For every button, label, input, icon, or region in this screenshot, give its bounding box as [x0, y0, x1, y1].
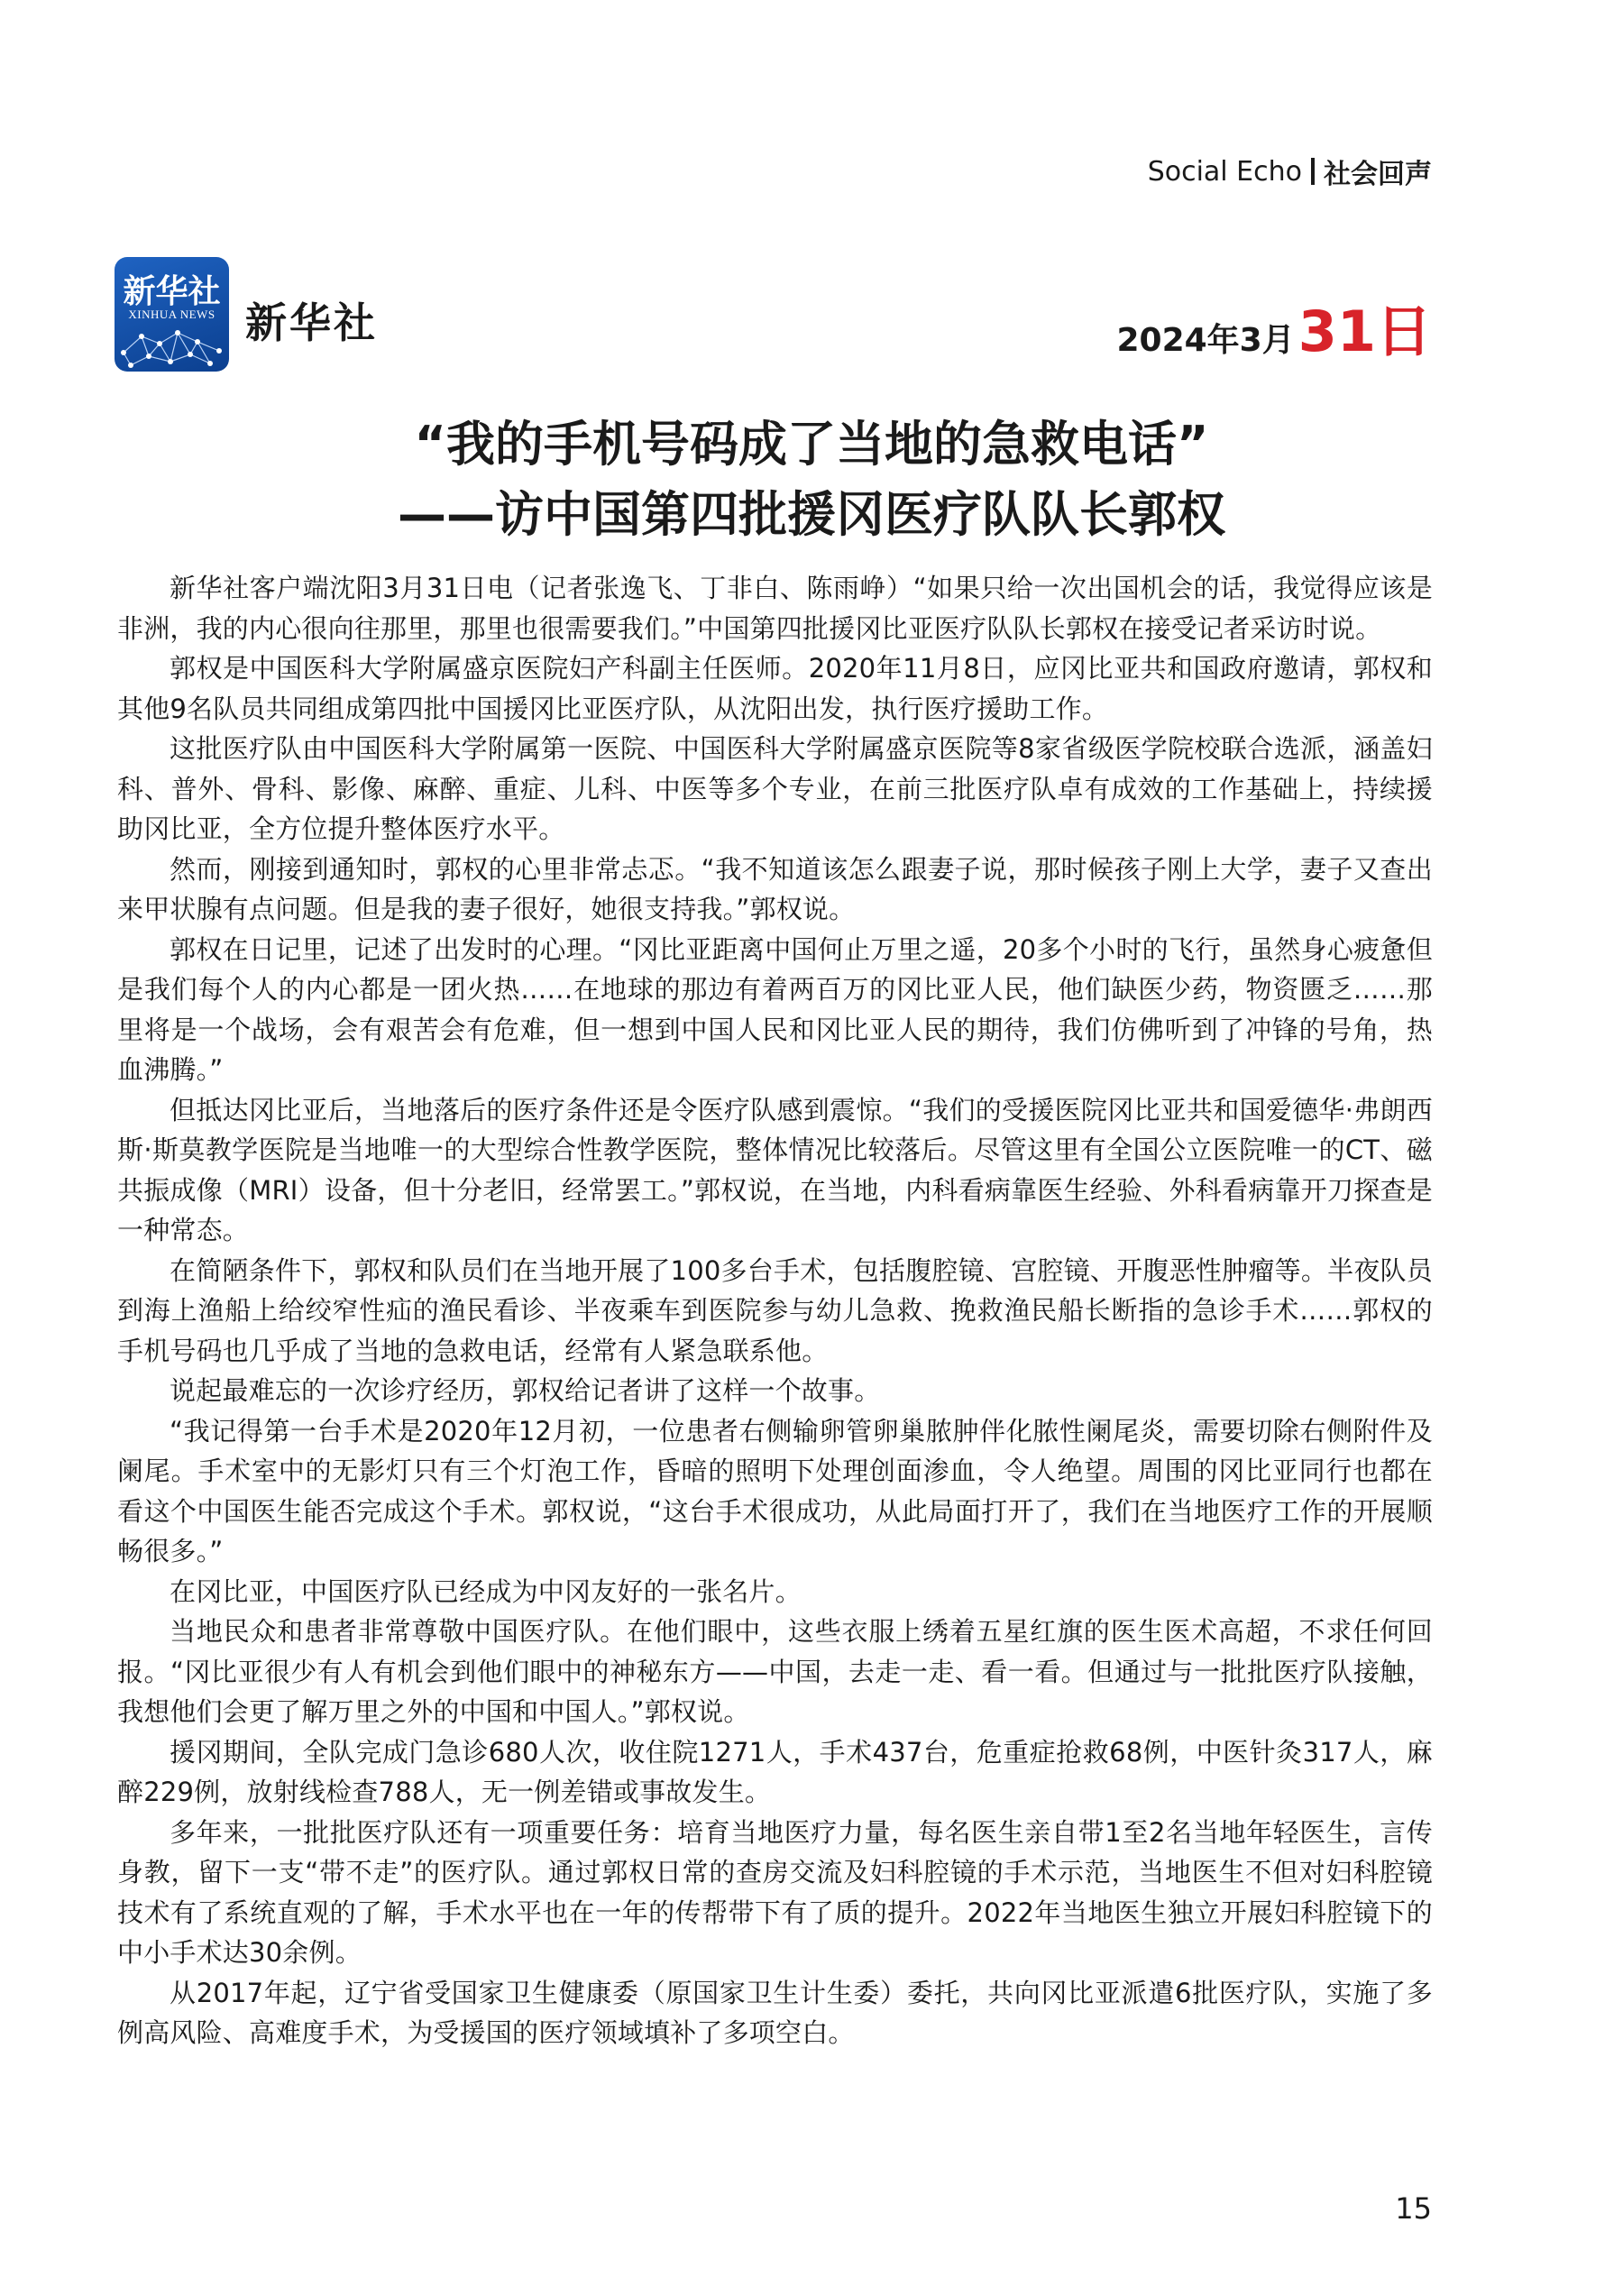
publish-date [1116, 287, 1432, 367]
date-day: 31日 [1297, 298, 1432, 364]
paragraph: 多年来，一批批医疗队还有一项重要任务：培育当地医疗力量，每名医生亲自带1至2名当地年轻医生，言传身教，留下一支“带不走”的医疗队。通过郭权日常的查房交流及妇科腔镜的手术示范，当地医生不但对妇科腔镜技术有了系统直观的了解，手术水平也在一年的传帮带下有了质的提升。2022年当地医生独立开展妇科腔镜下的中小手术达30余例。 [117, 1816, 1433, 1968]
paragraph: 当地民众和患者非常尊敬中国医疗队。在他们眼中，这些衣服上绣着五星红旗的医生医术高超，不求任何回报。“冈比亚很少有人有机会到他们眼中的神秘东方——中国，去走一走、看一看。但通过与一批批医疗队接触，我想他们会更了解万里之外的中国和中国人。”郭权说。 [117, 1616, 1433, 1727]
logo-text-zh: 新华社 [123, 272, 221, 310]
paragraph: 这批医疗队由中国医科大学附属第一医院、中国医科大学附属盛京医院等8家省级医学院校联合选派，涵盖妇科、普外、骨科、影像、麻醉、重症、儿科、中医等多个专业，在前三批医疗队卓有成效的工作基础上，持续援助冈比亚，全方位提升整体医疗水平。 [117, 733, 1433, 844]
paragraph: 援冈期间，全队完成门急诊680人次，收住院1271人，手术437台，危重症抢救68例，中医针灸317人，麻醉229例，放射线检查788人，无一例差错或事故发生。 [117, 1736, 1433, 1807]
paragraph: 说起最难忘的一次诊疗经历，郭权给记者讲了这样一个故事。 [170, 1375, 881, 1406]
section-divider [1311, 158, 1315, 185]
xinhua-logo [115, 257, 229, 372]
article-subtitle: ——访中国第四批援冈医疗队队长郭权 [398, 486, 1225, 543]
paragraph: 在冈比亚，中国医疗队已经成为中冈友好的一张名片。 [170, 1575, 802, 1607]
paragraph: 然而，刚接到通知时，郭权的心里非常忐忑。“我不知道该怎么跟妻子说，那时候孩子刚上大学，妻子又查出来甲状腺有点问题。但是我的妻子很好，她很支持我。”郭权说。 [117, 853, 1433, 924]
paragraph: 新华社客户端沈阳3月31日电（记者张逸飞、丁非白、陈雨峥）“如果只给一次出国机会的话，我觉得应该是非洲，我的内心很向往那里，那里也很需要我们。”中国第四批援冈比亚医疗队队长郭权在接受记者采访时说。 [117, 573, 1433, 644]
paragraph: 在简陋条件下，郭权和队员们在当地开展了100多台手术，包括腹腔镜、宫腔镜、开腹恶性肿瘤等。半夜队员到海上渔船上给绞窄性疝的渔民看诊、半夜乘车到医院参与幼儿急救、挽救渔民船长断指的急诊手术……郭权的手机号码也几乎成了当地的急救电话，经常有人紧急联系他。 [117, 1254, 1433, 1366]
article-body [117, 568, 1433, 2119]
section-header [1148, 152, 1432, 191]
paragraph: 郭权是中国医科大学附属盛京医院妇产科副主任医师。2020年11月8日，应冈比亚共和国政府邀请，郭权和其他9名队员共同组成第四批中国援冈比亚医疗队，从沈阳出发，执行医疗援助工作。 [117, 653, 1433, 724]
article-title: “我的手机号码成了当地的急救电话” [414, 416, 1209, 473]
source-name: 新华社 [245, 298, 378, 347]
logo-text-en: XINHUA NEWS [128, 308, 215, 321]
paragraph: 但抵达冈比亚后，当地落后的医疗条件还是令医疗队感到震惊。“我们的受援医院冈比亚共和国爱德华·弗朗西斯·斯莫教学医院是当地唯一的大型综合性教学医院，整体情况比较落后。尽管这里有全国公立医院唯一的CT、磁共振成像（MRI）设备，但十分老旧，经常罢工。”郭权说，在当地，内科看病靠医生经验、外科看病靠开刀探查是一种常态。 [117, 1094, 1433, 1245]
paragraph: “我记得第一台手术是2020年12月初，一位患者右侧输卵管卵巢脓肿伴化脓性阑尾炎，需要切除右侧附件及阑尾。手术室中的无影灯只有三个灯泡工作，昏暗的照明下处理创面渗血，令人绝望。周围的冈比亚同行也都在看这个中国医生能否完成这个手术。郭权说，“这台手术很成功，从此局面打开了，我们在当地医疗工作的开展顺畅很多。” [117, 1415, 1433, 1566]
section-label-en: Social Echo [1147, 155, 1302, 188]
section-label-zh: 社会回声 [1324, 159, 1432, 190]
paragraph: 从2017年起，辽宁省受国家卫生健康委（原国家卫生计生委）委托，共向冈比亚派遣6批医疗队，实施了多例高风险、高难度手术，为受援国的医疗领域填补了多项空白。 [117, 1977, 1433, 2048]
network-graphic-icon [115, 317, 229, 372]
date-prefix: 2024年3月 [1116, 322, 1295, 359]
paragraph: 郭权在日记里，记述了出发时的心理。“冈比亚距离中国何止万里之遥，20多个小时的飞行，虽然身心疲惫但是我们每个人的内心都是一团火热……在地球的那边有着两百万的冈比亚人民，他们缺医少药，物资匮乏……那里将是一个战场，会有艰苦会有危难，但一想到中国人民和冈比亚人民的期待，我们仿佛听到了冲锋的号角，热血沸腾。” [117, 933, 1433, 1085]
page-number: 15 [1395, 2191, 1432, 2226]
